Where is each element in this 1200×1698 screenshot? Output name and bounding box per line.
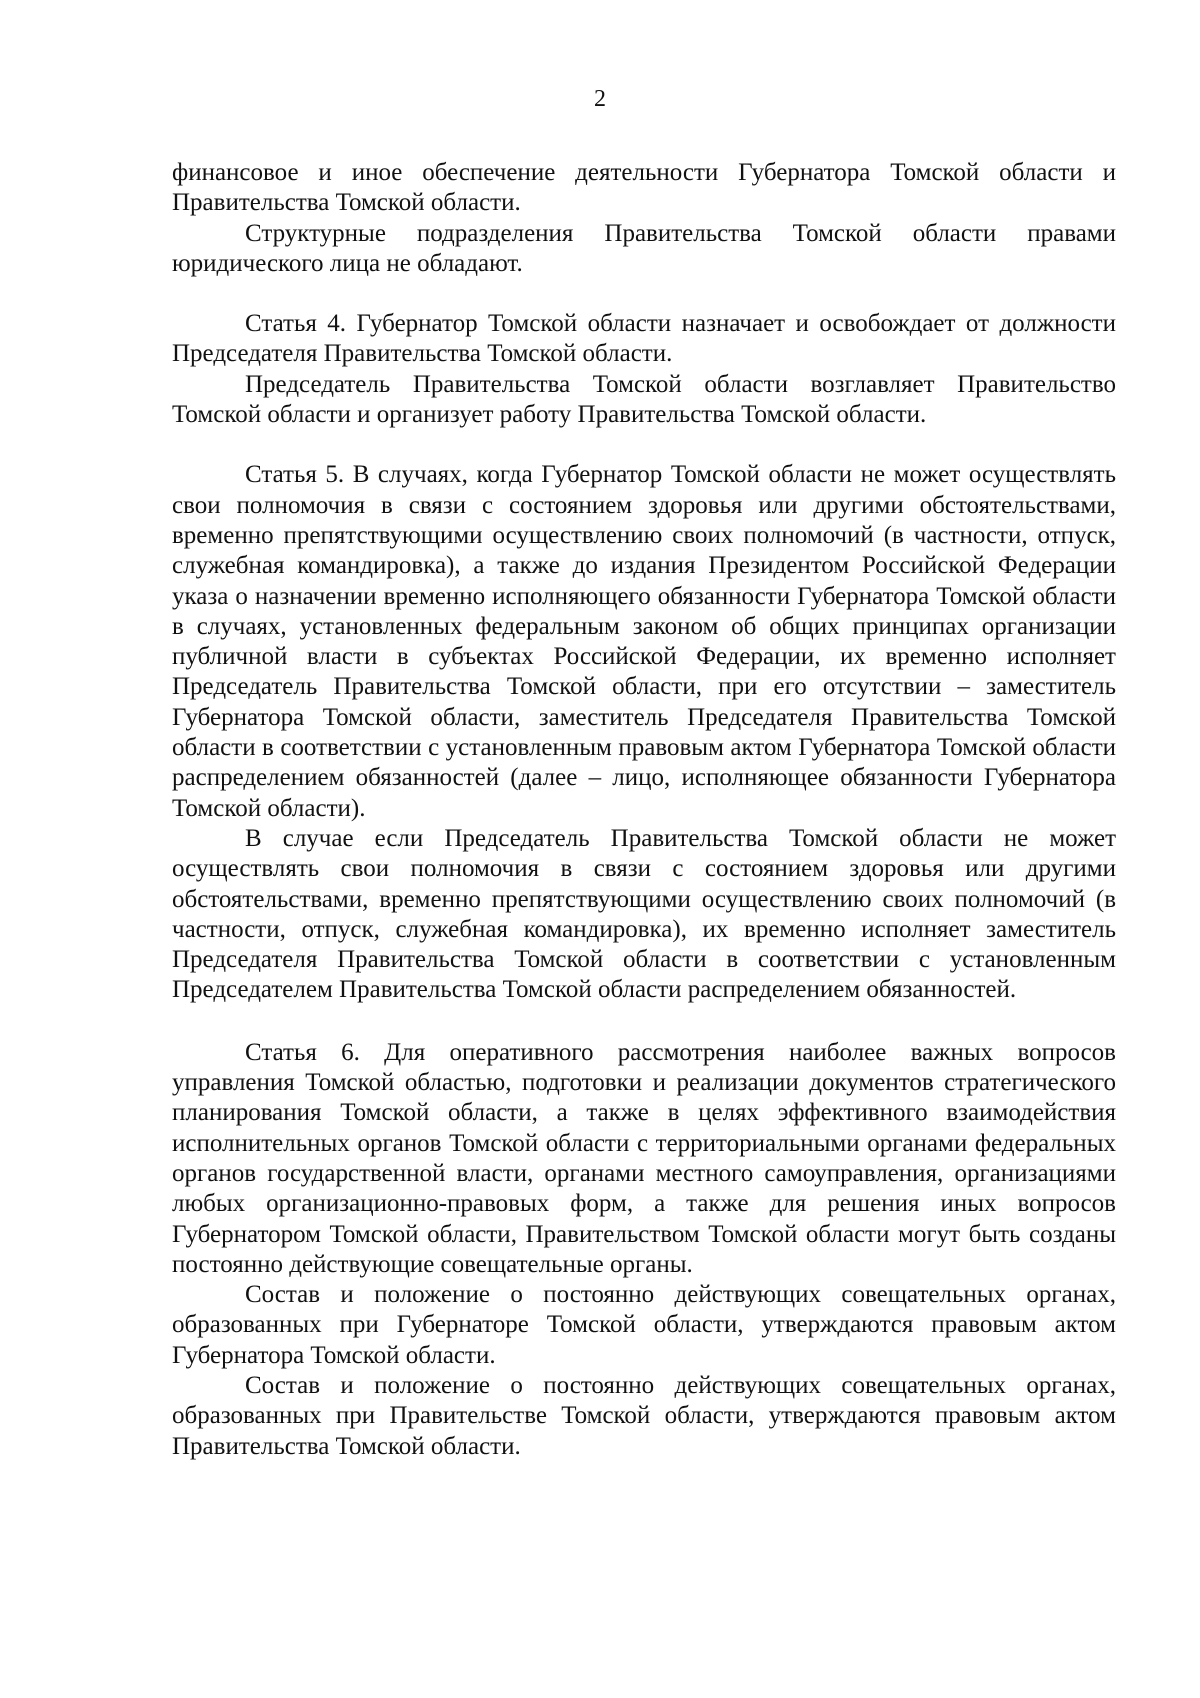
page-number: 2 <box>594 86 606 112</box>
paragraph-structural-units: Структурные подразделения Правительства Томской области правами юридического лица не обладают. <box>172 219 1116 277</box>
document-body <box>172 158 1116 1462</box>
section-spacer <box>172 430 1116 460</box>
paragraph-chairman-role: Председатель Правительства Томской области возглавляет Правительство Томской области и организует работу Правительства Томской области. <box>172 370 1116 429</box>
section-spacer <box>172 1006 1116 1038</box>
paragraph-governor-bodies: Состав и положение о постоянно действующих совещательных органах, образованных при Губернаторе Томской области, утверждаются правовым актом Губернатора Томской области. <box>172 1281 1116 1369</box>
paragraph-chairman-substitute: В случае если Председатель Правительства Томской области не может осуществлять свои полномочия в связи с состоянием здоровья или другими обстоятельствами, временно препятствующими осуществлению своих полномочий (в частности, отпуск, служебная командировка), их временно исполняет заместитель Председателя Правительства Томской области в соответствии с установленным Председателем Правительства Томской области распределением обязанностей. <box>172 824 1116 1004</box>
section-spacer <box>172 279 1116 309</box>
paragraph-article-5: Статья 5. В случаях, когда Губернатор Томской области не может осуществлять свои полномочия в связи с состоянием здоровья или другими обстоятельствами, временно препятствующими осуществлению своих полномочий (в частности, отпуск, служебная командировка), а также до издания Президентом Российской Федерации указа о назначении временно исполняющего обязанности Губернатора Томской области в случаях, установленных федеральным законом об общих принципах организации публичной власти в субъектах Российской Федерации, их временно исполняет Председатель Правительства Томской области, при его отсутствии – заместитель Губернатора Томской области, заместитель Председателя Правительства Томской области в соответствии с установленным правовым актом Губернатора Томской области распределением обязанностей (далее – лицо, исполняющее обязанности Губернатора Томской области). <box>172 461 1116 822</box>
paragraph-financial-support: финансовое и иное обеспечение деятельности Губернатора Томской области и Правительства Томской области. <box>172 159 1116 217</box>
paragraph-article-6: Статья 6. Для оперативного рассмотрения наиболее важных вопросов управления Томской областью, подготовки и реализации документов стратегического планирования Томской области, а также в целях эффективного взаимодействия исполнительных органов Томской области с территориальными органами федеральных органов государственной власти, органами местного самоуправления, организациями любых организационно-правовых форм, а также для решения иных вопросов Губернатором Томской области, Правительством Томской области могут быть созданы постоянно действующие совещательные органы. <box>172 1038 1116 1278</box>
paragraph-article-4: Статья 4. Губернатор Томской области назначает и освобождает от должности Председателя Правительства Томской области. <box>172 310 1116 368</box>
paragraph-government-bodies: Состав и положение о постоянно действующих совещательных органах, образованных при Правительстве Томской области, утверждаются правовым актом Правительства Томской области. <box>172 1371 1116 1460</box>
